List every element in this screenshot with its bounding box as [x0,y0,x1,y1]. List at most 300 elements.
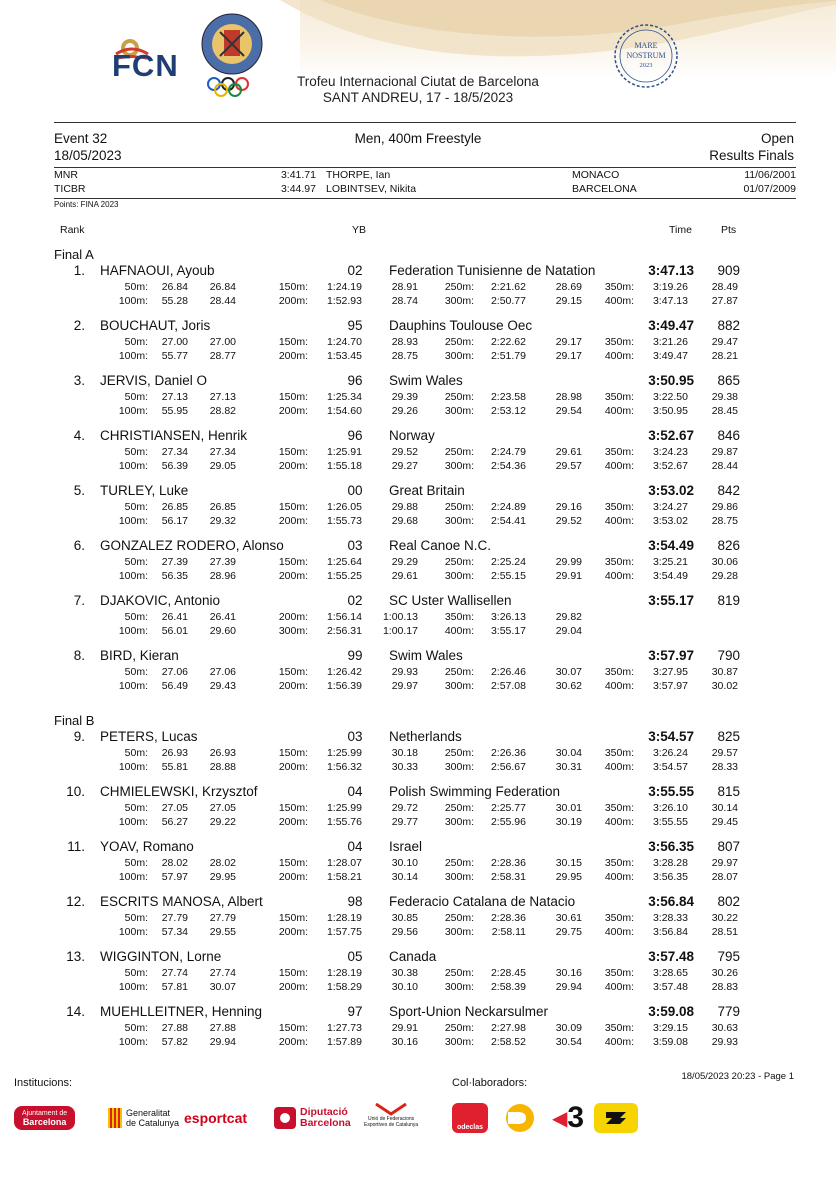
rank-cell: 10. [66,784,85,799]
split-lap: 27.05 [209,802,236,814]
split-distance: 250m: [444,802,474,814]
split-cumulative: 1:56.39 [326,680,362,692]
split-lap: 26.85 [209,501,236,513]
split-cumulative: 2:28.36 [490,912,526,924]
split-cumulative: 57.97 [161,871,188,883]
tv3-logo [552,1102,584,1134]
split-lap: 28.96 [209,570,236,582]
split-lap: 29.91 [391,1022,418,1034]
split-distance: 300m: [444,816,474,828]
generalitat-line-2: de Catalunya [126,1118,180,1128]
split-cumulative: 2:58.39 [490,981,526,993]
split-cumulative: 2:56.31 [326,625,362,637]
results-label: Results Finals [709,148,794,163]
split-lap: 29.91 [555,570,582,582]
split-cumulative: 27.88 [161,1022,188,1034]
split-distance: 200m: [278,350,308,362]
odeclas-text: odeclas [456,1124,484,1131]
split-lap: 29.04 [555,625,582,637]
split-distance: 400m: [604,981,634,993]
diputacio-barcelona-logo [274,1102,351,1134]
split-distance: 350m: [604,501,634,513]
fcn-logo-text: FCN [112,48,179,83]
split-cumulative: 2:23.58 [490,391,526,403]
split-lap: 30.38 [391,967,418,979]
ufec-emblem-icon [374,1102,408,1116]
column-rank-header: Rank [60,224,85,236]
birth-year: 95 [347,318,363,333]
rank-cell: 2. [73,318,85,333]
split-lap: 26.41 [209,611,236,623]
record-holder: THORPE, Ian [326,169,391,181]
split-cumulative: 2:58.31 [490,871,526,883]
club-name: Israel [389,839,423,854]
club-name: Swim Wales [389,648,463,663]
final-time: 3:55.55 [648,784,694,799]
split-lap: 30.10 [391,981,418,993]
split-distance: 150m: [278,857,308,869]
split-distance: 150m: [278,912,308,924]
final-time: 3:52.67 [648,428,694,443]
split-cumulative: 1:25.34 [326,391,362,403]
esport3-emblem-icon [603,1109,629,1127]
ajuntament-line-2: Barcelona [22,1117,67,1127]
split-cumulative: 3:29.15 [652,1022,688,1034]
split-cumulative: 27.34 [161,446,188,458]
split-cumulative: 2:55.96 [490,816,526,828]
record-code: MNR [54,169,78,181]
split-distance: 250m: [444,336,474,348]
final-time: 3:55.17 [648,593,694,608]
split-cumulative: 2:50.77 [490,295,526,307]
final-label: Final B [54,713,95,728]
mare-nostrum-word-2: NOSTRUM [626,51,666,60]
column-yb-header: YB [352,224,367,236]
split-cumulative: 1:26.42 [326,666,362,678]
split-lap: 29.52 [555,515,582,527]
event-bottom-rule [54,198,796,199]
split-cumulative: 2:54.41 [490,515,526,527]
esportcat-text: esportcat [184,1110,248,1126]
split-cumulative: 1:53.45 [326,350,362,362]
split-cumulative: 56.27 [161,816,188,828]
split-lap: 30.63 [711,1022,738,1034]
split-cumulative: 55.95 [161,405,188,417]
split-lap: 29.32 [209,515,236,527]
split-cumulative: 1:58.21 [326,871,362,883]
split-distance: 300m: [444,405,474,417]
rank-cell: 5. [73,483,85,498]
split-distance: 250m: [444,912,474,924]
final-time: 3:49.47 [648,318,694,333]
split-distance: 200m: [278,515,308,527]
split-lap: 29.93 [391,666,418,678]
split-distance: 150m: [278,336,308,348]
split-lap: 30.15 [555,857,582,869]
split-distance: 150m: [278,802,308,814]
split-cumulative: 26.41 [161,611,188,623]
split-lap: 1:00.17 [382,625,418,637]
split-distance: 200m: [278,295,308,307]
split-distance: 100m: [118,625,148,637]
record-code: TICBR [54,183,86,195]
split-lap: 29.39 [391,391,418,403]
result-row [0,729,836,773]
split-cumulative: 3:22.50 [652,391,688,403]
split-lap: 26.84 [209,281,236,293]
swimmer-name: JERVIS, Daniel O [100,373,208,388]
split-cumulative: 1:55.18 [326,460,362,472]
result-row [0,483,836,527]
result-row [0,538,836,582]
split-distance: 400m: [604,570,634,582]
event-mid-rule [54,167,796,168]
split-lap: 28.93 [391,336,418,348]
split-lap: 27.13 [209,391,236,403]
rank-cell: 3. [73,373,85,388]
split-cumulative: 27.00 [161,336,188,348]
split-lap: 29.57 [711,747,738,759]
split-distance: 200m: [278,405,308,417]
result-row [0,428,836,472]
split-cumulative: 57.81 [161,981,188,993]
split-cumulative: 3:21.26 [652,336,688,348]
fina-points: 802 [717,894,740,909]
split-distance: 300m: [444,460,474,472]
split-lap: 28.98 [555,391,582,403]
split-cumulative: 56.35 [161,570,188,582]
split-lap: 29.05 [209,460,236,472]
points-note: Points: FINA 2023 [54,200,119,209]
rank-cell: 8. [73,648,85,663]
split-distance: 250m: [444,446,474,458]
split-cumulative: 1:55.76 [326,816,362,828]
split-cumulative: 27.13 [161,391,188,403]
split-lap: 29.16 [555,501,582,513]
split-lap: 28.45 [711,405,738,417]
record-time: 3:41.71 [280,169,316,181]
split-lap: 28.69 [555,281,582,293]
split-distance: 200m: [278,1036,308,1048]
split-distance: 150m: [278,556,308,568]
rank-cell: 13. [66,949,85,964]
split-distance: 400m: [604,816,634,828]
split-lap: 27.87 [711,295,738,307]
split-lap: 29.17 [555,350,582,362]
split-cumulative: 3:26.24 [652,747,688,759]
printed-timestamp: 18/05/2023 20:23 - Page 1 [681,1071,794,1082]
split-cumulative: 55.28 [161,295,188,307]
split-distance: 250m: [444,967,474,979]
split-distance: 250m: [444,747,474,759]
split-lap: 29.45 [711,816,738,828]
meet-title: Trofeu Internacional Ciutat de Barcelona [297,74,539,89]
split-distance: 50m: [124,802,148,814]
split-lap: 30.01 [555,802,582,814]
fina-points: 779 [717,1004,740,1019]
split-cumulative: 3:28.33 [652,912,688,924]
odeclas-logo [452,1102,488,1134]
final-time: 3:57.48 [648,949,694,964]
record-holder: LOBINTSEV, Nikita [326,183,417,195]
senyera-icon [108,1108,122,1128]
result-row [0,263,836,307]
birth-year: 04 [347,784,363,799]
birth-year: 05 [347,949,363,964]
split-distance: 50m: [124,336,148,348]
split-cumulative: 2:22.62 [490,336,526,348]
split-cumulative: 3:50.95 [652,405,688,417]
birth-year: 02 [347,593,363,608]
split-lap: 30.02 [711,680,738,692]
split-distance: 150m: [278,666,308,678]
split-distance: 50m: [124,912,148,924]
fina-points: 842 [717,483,740,498]
split-cumulative: 26.85 [161,501,188,513]
split-cumulative: 57.34 [161,926,188,938]
split-distance: 300m: [278,625,308,637]
split-lap: 30.18 [391,747,418,759]
final-time: 3:57.97 [648,648,694,663]
split-distance: 350m: [604,556,634,568]
split-lap: 29.47 [711,336,738,348]
fina-points: 815 [717,784,740,799]
split-cumulative: 56.49 [161,680,188,692]
split-distance: 100m: [118,761,148,773]
swimmer-name: CHMIELEWSKI, Krzysztof [100,784,258,799]
split-distance: 100m: [118,515,148,527]
swimmer-name: MUEHLLEITNER, Henning [100,1004,263,1019]
split-distance: 350m: [604,336,634,348]
split-distance: 100m: [118,570,148,582]
split-cumulative: 2:51.79 [490,350,526,362]
split-lap: 29.88 [391,501,418,513]
split-lap: 29.94 [555,981,582,993]
split-lap: 30.85 [391,912,418,924]
split-lap: 29.61 [555,446,582,458]
split-lap: 29.54 [555,405,582,417]
split-distance: 250m: [444,556,474,568]
split-cumulative: 1:55.25 [326,570,362,582]
split-cumulative: 2:25.24 [490,556,526,568]
split-cumulative: 3:54.57 [652,761,688,773]
split-distance: 50m: [124,967,148,979]
split-distance: 200m: [278,460,308,472]
split-distance: 100m: [118,871,148,883]
split-distance: 250m: [444,666,474,678]
split-distance: 300m: [444,981,474,993]
split-cumulative: 3:55.17 [490,625,526,637]
split-cumulative: 2:58.11 [491,926,526,938]
split-lap: 29.29 [391,556,418,568]
split-lap: 28.33 [711,761,738,773]
split-cumulative: 3:19.26 [652,281,688,293]
rank-cell: 9. [73,729,85,744]
final-time: 3:56.35 [648,839,694,854]
birth-year: 96 [347,373,363,388]
club-name: Dauphins Toulouse Oec [389,318,533,333]
event-name: Men, 400m Freestyle [354,131,482,146]
ds-brand-icon [500,1102,540,1134]
split-lap: 30.14 [711,802,738,814]
split-distance: 400m: [604,405,634,417]
split-lap: 29.52 [391,446,418,458]
split-distance: 200m: [278,680,308,692]
swimmer-name: YOAV, Romano [100,839,194,854]
split-lap: 28.49 [711,281,738,293]
result-row [0,1004,836,1048]
split-cumulative: 28.02 [161,857,188,869]
split-lap: 30.22 [711,912,738,924]
split-lap: 30.04 [555,747,582,759]
split-distance: 50m: [124,747,148,759]
swimmer-name: PETERS, Lucas [100,729,198,744]
split-distance: 400m: [604,515,634,527]
split-lap: 28.82 [209,405,236,417]
fina-points: 795 [717,949,740,964]
split-distance: 350m: [604,857,634,869]
split-distance: 400m: [604,350,634,362]
split-cumulative: 1:25.91 [326,446,362,458]
split-distance: 350m: [604,912,634,924]
split-distance: 300m: [444,350,474,362]
split-cumulative: 1:28.07 [326,857,362,869]
split-cumulative: 1:57.89 [326,1036,362,1048]
split-cumulative: 1:56.14 [326,611,362,623]
split-lap: 29.99 [555,556,582,568]
split-distance: 350m: [604,802,634,814]
split-distance: 400m: [604,460,634,472]
split-distance: 250m: [444,501,474,513]
split-cumulative: 2:28.36 [490,857,526,869]
swimmer-name: HAFNAOUI, Ayoub [100,263,215,278]
final-time: 3:54.57 [648,729,694,744]
column-time-header: Time [669,224,692,236]
split-distance: 300m: [444,871,474,883]
split-lap: 30.07 [209,981,236,993]
split-lap: 29.61 [391,570,418,582]
rank-cell: 11. [67,839,85,854]
split-lap: 29.87 [711,446,738,458]
event-top-rule [54,122,796,123]
event-number: Event 32 [54,131,108,146]
record-place: MONACO [572,169,620,181]
split-distance: 350m: [604,666,634,678]
club-name: Swim Wales [389,373,463,388]
split-distance: 200m: [278,871,308,883]
split-cumulative: 1:27.73 [326,1022,362,1034]
split-distance: 50m: [124,611,148,623]
rank-cell: 12. [66,894,85,909]
fina-points: 790 [717,648,740,663]
split-distance: 200m: [278,570,308,582]
split-lap: 29.15 [555,295,582,307]
club-name: Norway [389,428,435,443]
split-lap: 26.93 [209,747,236,759]
final-label: Final A [54,247,94,262]
split-cumulative: 3:55.55 [652,816,688,828]
split-lap: 30.06 [711,556,738,568]
split-lap: 28.88 [209,761,236,773]
split-lap: 28.07 [711,871,738,883]
split-lap: 30.19 [555,816,582,828]
fina-points: 846 [717,428,740,443]
split-distance: 350m: [444,611,474,623]
fina-points: 826 [717,538,740,553]
split-lap: 28.83 [711,981,738,993]
institutions-label: Institucions: [14,1077,73,1089]
split-lap: 29.26 [391,405,418,417]
swimmer-name: DJAKOVIC, Antonio [100,593,221,608]
split-distance: 350m: [604,391,634,403]
split-distance: 100m: [118,350,148,362]
split-lap: 28.77 [209,350,236,362]
split-cumulative: 3:47.13 [652,295,688,307]
split-cumulative: 3:28.28 [652,857,688,869]
split-distance: 400m: [604,295,634,307]
swimmer-name: ESCRITS MANOSA, Albert [100,894,263,909]
split-distance: 100m: [118,981,148,993]
split-distance: 50m: [124,501,148,513]
split-cumulative: 27.74 [161,967,188,979]
split-cumulative: 2:55.15 [490,570,526,582]
club-name: Canada [389,949,437,964]
club-name: Netherlands [389,729,462,744]
split-lap: 29.95 [555,871,582,883]
split-distance: 50m: [124,1022,148,1034]
birth-year: 99 [347,648,363,663]
rank-cell: 6. [73,538,85,553]
result-row [0,949,836,993]
split-lap: 29.43 [209,680,236,692]
split-lap: 30.14 [391,871,418,883]
swimmer-name: BIRD, Kieran [100,648,179,663]
split-distance: 150m: [278,1022,308,1034]
split-cumulative: 1:55.73 [326,515,362,527]
split-distance: 100m: [118,295,148,307]
split-distance: 300m: [444,1036,474,1048]
split-distance: 100m: [118,460,148,472]
esport3-logo [594,1102,638,1134]
split-cumulative: 27.79 [161,912,188,924]
split-lap: 28.51 [711,926,738,938]
split-lap: 29.95 [209,871,236,883]
split-cumulative: 55.81 [161,761,188,773]
record-place: BARCELONA [572,183,637,195]
split-cumulative: 2:54.36 [490,460,526,472]
ajuntament-line-1: Ajuntament de [22,1110,68,1117]
split-cumulative: 27.06 [161,666,188,678]
result-row [0,373,836,417]
split-lap: 29.28 [711,570,738,582]
split-cumulative: 2:28.45 [490,967,526,979]
split-cumulative: 2:27.98 [490,1022,526,1034]
split-lap: 29.57 [555,460,582,472]
split-cumulative: 1:24.70 [326,336,362,348]
tv3-number: 3 [567,1101,585,1134]
split-distance: 200m: [278,816,308,828]
split-cumulative: 1:56.32 [326,761,362,773]
rank-cell: 7. [73,593,85,608]
swimmer-name: TURLEY, Luke [100,483,189,498]
split-distance: 250m: [444,1022,474,1034]
split-distance: 150m: [278,747,308,759]
club-name: Great Britain [389,483,465,498]
final-time: 3:53.02 [648,483,694,498]
split-lap: 27.74 [209,967,236,979]
final-time: 3:56.84 [648,894,694,909]
split-lap: 28.75 [711,515,738,527]
